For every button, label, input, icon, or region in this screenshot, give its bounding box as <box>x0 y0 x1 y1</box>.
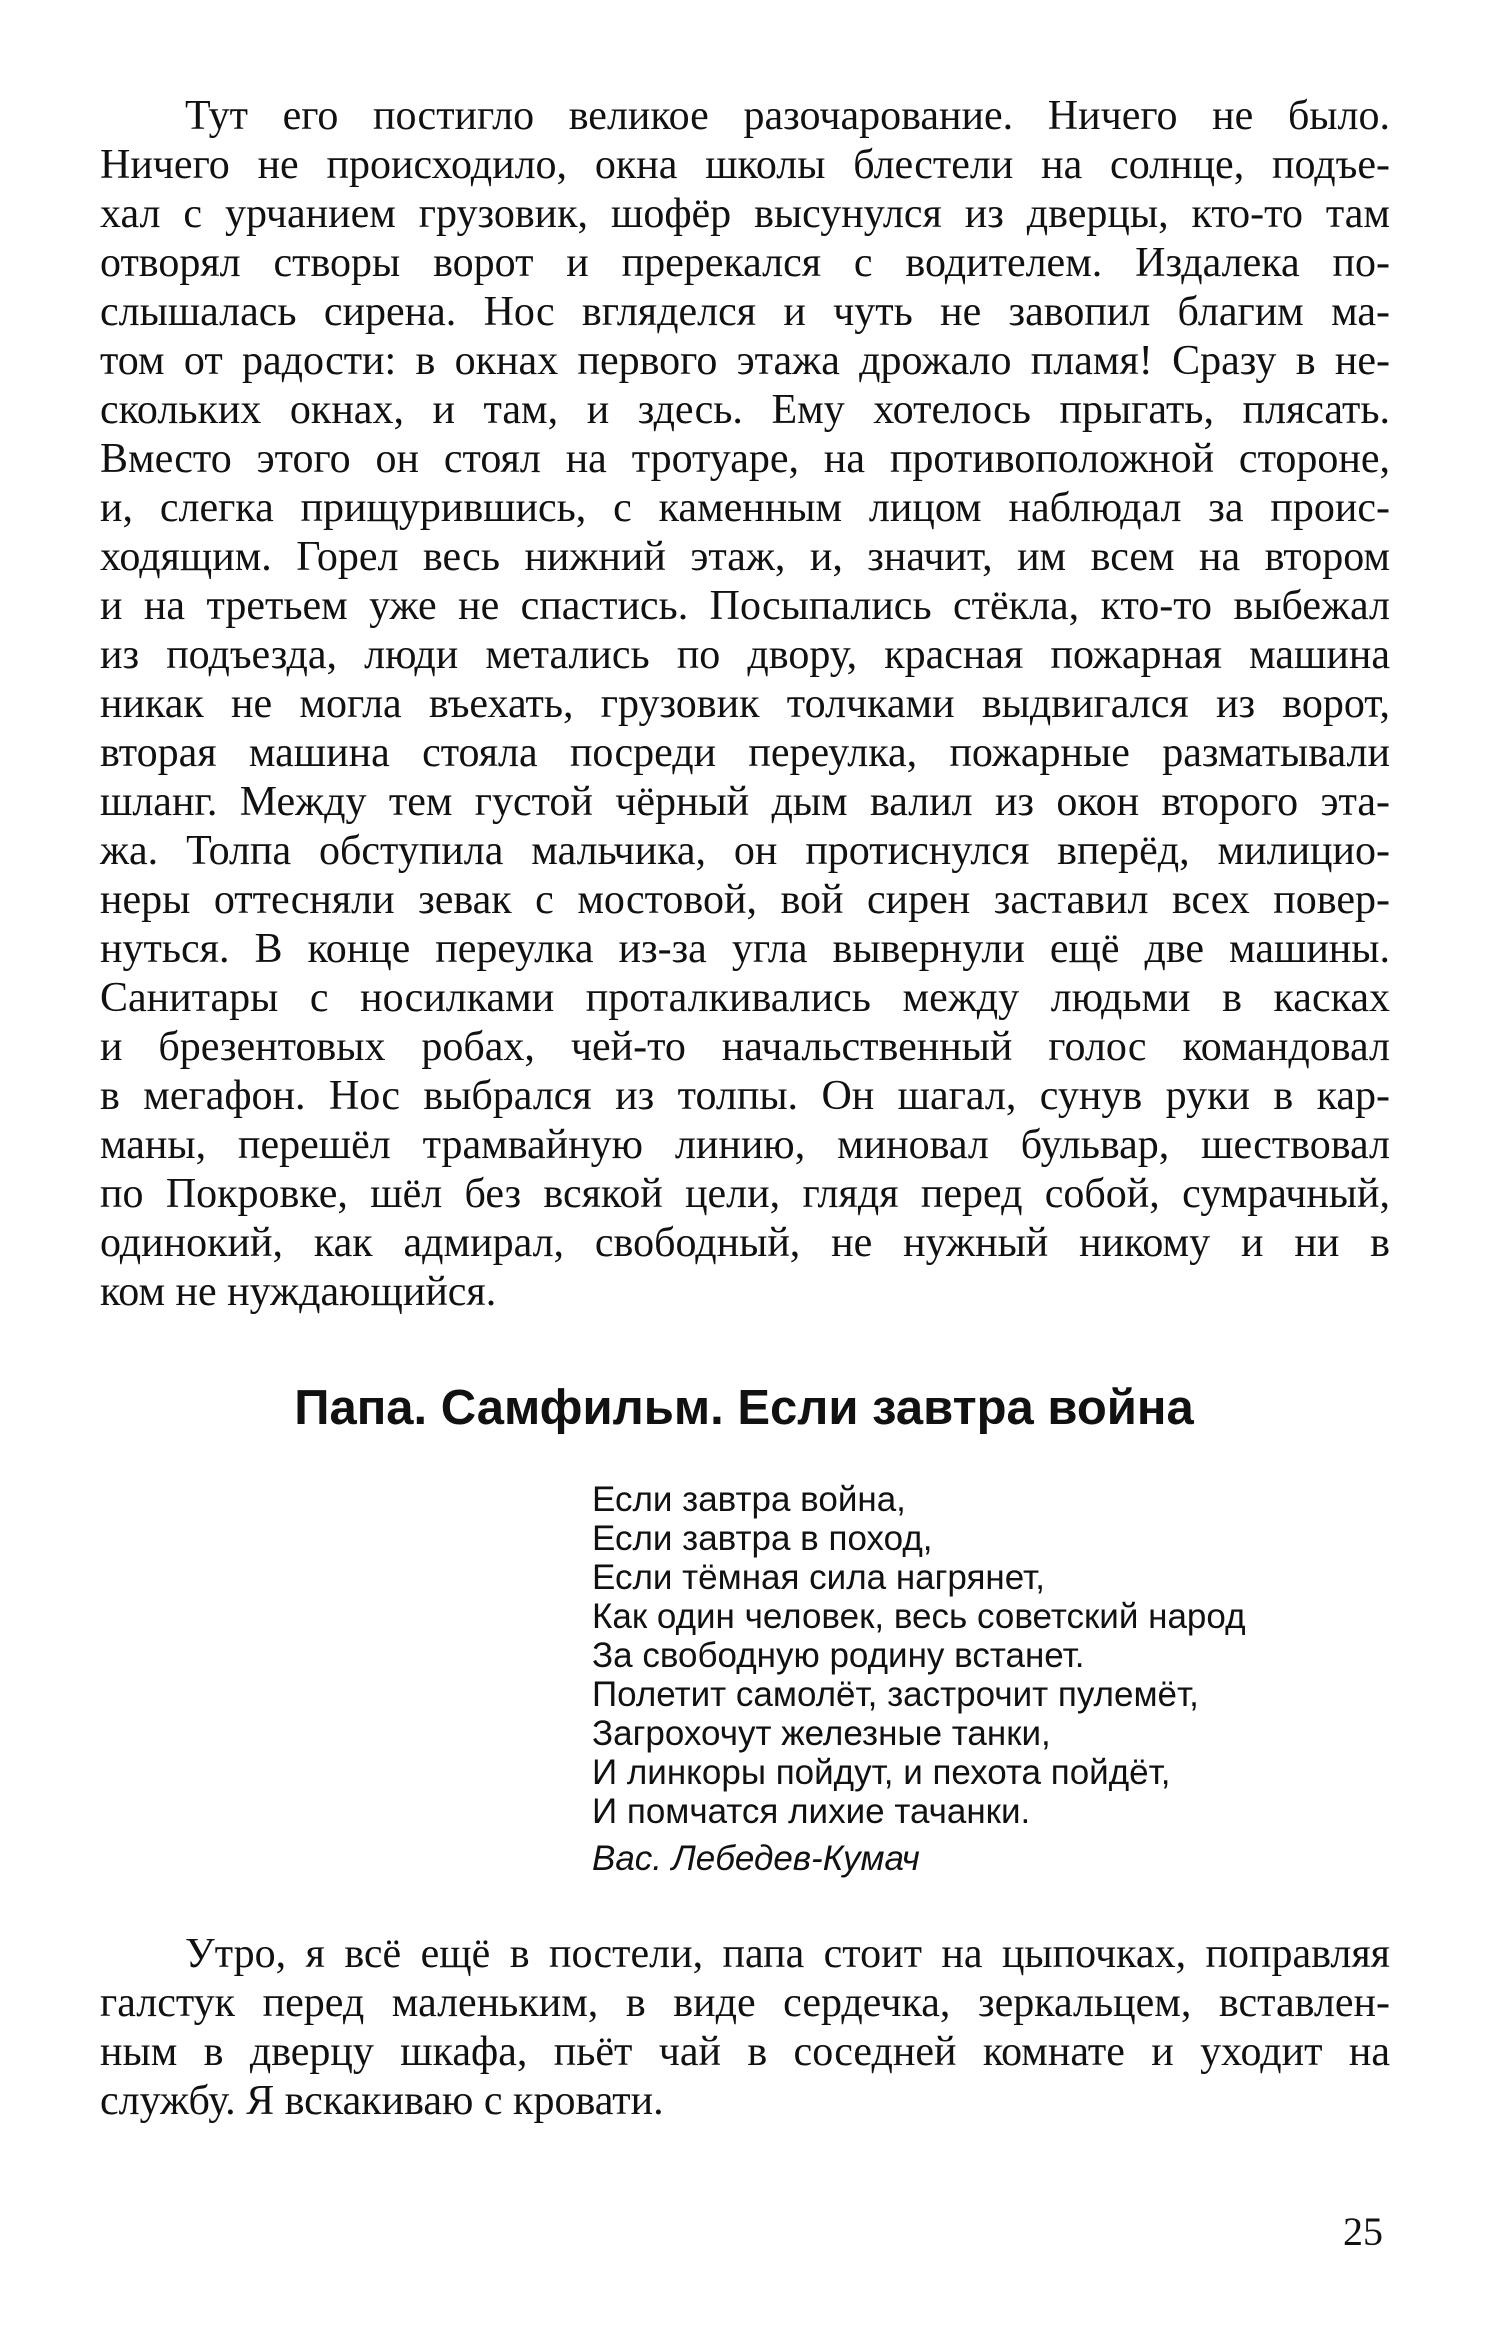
text-line: том от радости: в окнах первого этажа дрожало пламя! Сразу в не- <box>100 338 1390 384</box>
poem-line: Если завтра в поход, <box>592 1519 933 1558</box>
text-line: Санитары с носилками проталкивались между людьми в касках <box>100 975 1390 1021</box>
text-line: маны, перешёл трамвайную линию, миновал бульвар, шествовал <box>100 1122 1390 1168</box>
text-line: Ничего не происходило, окна школы блестели на солнце, подъе- <box>100 142 1390 188</box>
text-line: отворял створы ворот и пререкался с водителем. Издалека по- <box>100 240 1390 286</box>
text-line: и брезентовых робах, чей-то начальственный голос командовал <box>100 1024 1390 1070</box>
text-line: и на третьем уже не спастись. Посыпались стёкла, кто-то выбежал <box>100 583 1390 629</box>
text-line: хал с урчанием грузовик, шофёр высунулся из дверцы, кто-то там <box>100 191 1390 237</box>
text-line: одинокий, как адмирал, свободный, не нужный никому и ни в <box>100 1220 1390 1266</box>
poem-line: За свободную родину встанет. <box>592 1636 1085 1675</box>
text-line: нуться. В конце переулка из-за угла вывернули ещё две машины. <box>100 926 1390 972</box>
text-line: и, слегка прищурившись, с каменным лицом наблюдал за проис- <box>100 485 1390 531</box>
poem-line: Если тёмная сила нагрянет, <box>592 1558 1045 1597</box>
poem-line: И помчатся лихие тачанки. <box>592 1792 1031 1831</box>
text-line: службу. Я вскакиваю с кровати. <box>100 2078 664 2124</box>
paragraph-fire <box>100 92 1390 1317</box>
text-line: скольких окнах, и там, и здесь. Ему хотелось прыгать, плясать. <box>100 387 1390 433</box>
text-line: галстук перед маленьким, в виде сердечка, зеркальцем, вставлен- <box>100 1980 1390 2026</box>
paragraph-morning <box>100 1930 1390 2126</box>
text-line: Тут его постигло великое разочарование. Ничего не было. <box>185 93 1390 139</box>
text-line: в мегафон. Нос выбрался из толпы. Он шагал, сунув руки в кар- <box>100 1073 1390 1119</box>
text-line: шланг. Между тем густой чёрный дым валил из окон второго эта- <box>100 779 1390 825</box>
page-number: 25 <box>1343 2209 1383 2254</box>
text-line: Вместо этого он стоял на тротуаре, на противоположной стороне, <box>100 436 1390 482</box>
poem-line: Загрохочут железные танки, <box>592 1714 1051 1753</box>
text-line: ком не нуждающийся. <box>100 1269 497 1315</box>
poem-line: Если завтра война, <box>592 1480 906 1519</box>
epigraph-poem <box>592 1480 1246 1878</box>
chapter-heading: Папа. Самфильм. Если завтра война <box>294 1381 1194 1435</box>
text-line: неры оттесняли зевак с мостовой, вой сирен заставил всех повер- <box>100 877 1390 923</box>
text-line: из подъезда, люди метались по двору, красная пожарная машина <box>100 632 1390 678</box>
text-line: Утро, я всё ещё в постели, папа стоит на цыпочках, поправляя <box>185 1931 1390 1977</box>
text-line: ным в дверцу шкафа, пьёт чай в соседней комнате и уходит на <box>100 2029 1390 2075</box>
text-line: жа. Толпа обступила мальчика, он протиснулся вперёд, милицио- <box>100 828 1390 874</box>
text-line: никак не могла въехать, грузовик толчками выдвигался из ворот, <box>100 681 1390 727</box>
text-line: по Покровке, шёл без всякой цели, глядя перед собой, сумрачный, <box>100 1171 1390 1217</box>
text-line: ходящим. Горел весь нижний этаж, и, значит, им всем на втором <box>100 534 1390 580</box>
poem-line: Полетит самолёт, застрочит пулемёт, <box>592 1675 1199 1714</box>
text-line: слышалась сирена. Нос вгляделся и чуть не завопил благим ма- <box>100 289 1390 335</box>
poem-author: Вас. Лебедев-Кумач <box>592 1839 920 1878</box>
poem-line: Как один человек, весь советский народ <box>592 1597 1246 1636</box>
poem-line: И линкоры пойдут, и пехота пойдёт, <box>592 1753 1171 1792</box>
text-line: вторая машина стояла посреди переулка, пожарные разматывали <box>100 730 1390 776</box>
